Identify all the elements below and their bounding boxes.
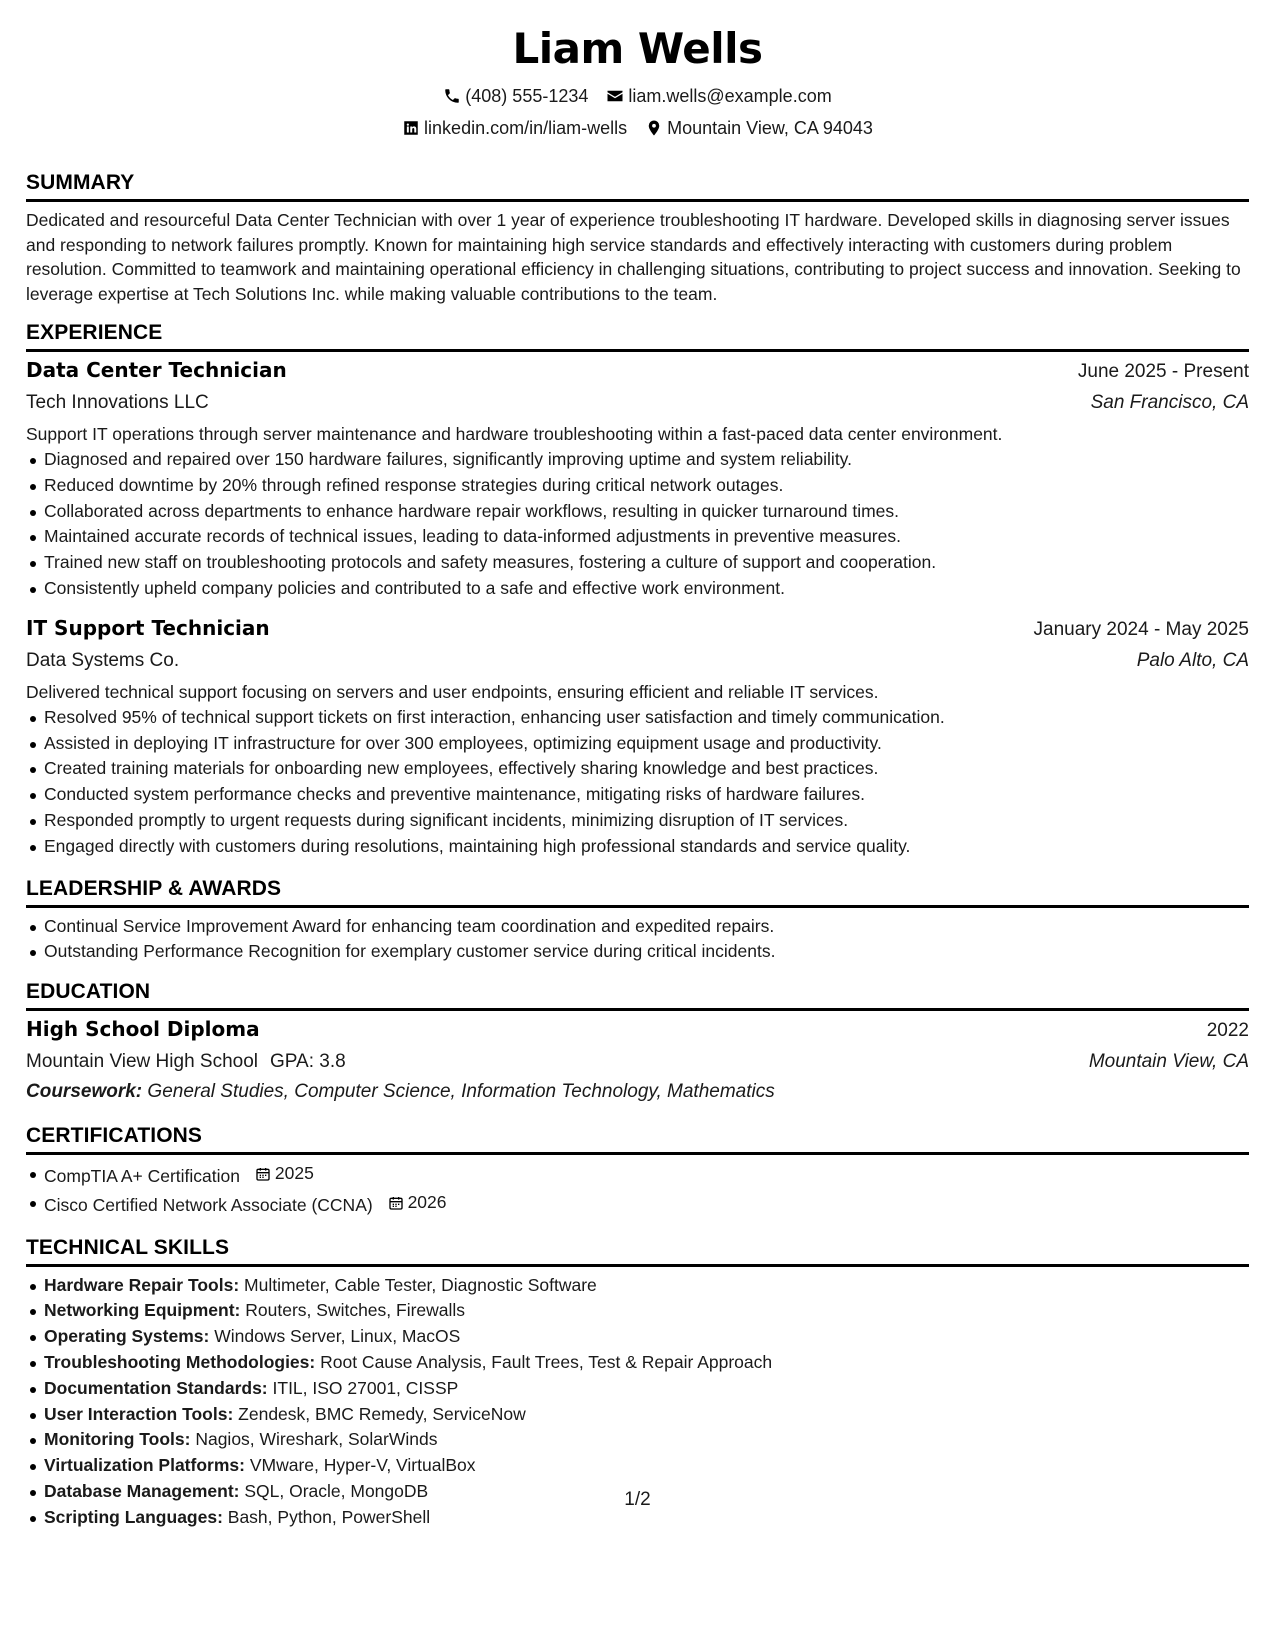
skill-value: SQL, Oracle, MongoDB [244,1480,429,1501]
list-item [26,1161,1249,1190]
skill-label: Hardware Repair Tools: [44,1274,240,1295]
location-text: Mountain View, CA 94043 [667,118,873,138]
calendar-icon [255,1166,271,1182]
list-item [26,1453,1249,1479]
section-title: EDUCATION [26,979,1249,1011]
section-title: CERTIFICATIONS [26,1123,1249,1155]
job-entry [26,354,1249,602]
list-item: Diagnosed and repaired over 150 hardware failures, significantly improving uptime and system reliability. [26,447,1249,473]
list-item: Outstanding Performance Recognition for exemplary customer service during critical incidents. [26,939,1249,965]
list-item: Maintained accurate records of technical issues, leading to data-informed adjustments in preventive measures. [26,524,1249,550]
list-item: Conducted system performance checks and preventive maintenance, mitigating risks of hardware failures. [26,782,1249,808]
location-contact [645,116,873,140]
job-entry [26,612,1249,860]
skill-label: Database Management: [44,1480,240,1501]
skill-label: Operating Systems: [44,1326,210,1347]
skill-value: Routers, Switches, Firewalls [245,1300,466,1321]
company-name: Data Systems Co. [26,649,180,671]
cert-name: Cisco Certified Network Associate (CCNA) [44,1194,373,1215]
list-item [26,1273,1249,1299]
coursework [26,1077,1249,1107]
skill-label: Monitoring Tools: [44,1429,191,1450]
list-item [26,1427,1249,1453]
school-name: Mountain View High School [26,1051,259,1073]
skill-label: User Interaction Tools: [44,1403,234,1424]
summary-text: Dedicated and resourceful Data Center Technician with over 1 year of experience troubleshooting IT hardware. Developed skills in diagnosing server issues and responding to network failures promptly. Known for maintaining high service standards and effectively interacting with customers during problem resolution. Committed to teamwork and maintaining operational efficiency in challenging situations, contributing to project success and innovation. Seeking to leverage expertise at Tech Solutions Inc. while making valuable contributions to the team. [26,210,1241,304]
phone-icon [443,87,461,105]
job-bullets [26,705,1249,860]
coursework-list: General Studies, Computer Science, Information Technology, Mathematics [147,1081,775,1103]
calendar-icon [388,1195,404,1211]
cert-year: 2025 [274,1163,314,1184]
resume-page [26,0,1249,1531]
email-contact[interactable] [606,84,831,108]
phone-contact [443,84,588,108]
list-item [26,1350,1249,1376]
certifications-section [26,1123,1249,1218]
skill-value: Zendesk, BMC Remedy, ServiceNow [238,1403,526,1424]
skill-value: Windows Server, Linux, MacOS [214,1326,461,1347]
list-item: Collaborated across departments to enhance hardware repair workflows, resulting in quicker turnaround times. [26,499,1249,525]
skills-section [26,1235,1249,1531]
list-item [26,1324,1249,1350]
summary-section [26,170,1249,306]
job-dates: June 2025 - Present [1077,361,1249,382]
contact-row-1 [26,84,1249,108]
experience-section [26,320,1249,860]
skill-label: Networking Equipment: [44,1300,241,1321]
skill-label: Virtualization Platforms: [44,1455,245,1476]
job-location: San Francisco, CA [1090,392,1249,413]
job-description: Delivered technical support focusing on servers and user endpoints, ensuring efficient and reliable IT services. [26,681,879,702]
job-bullets [26,447,1249,602]
job-title: IT Support Technician [26,615,270,640]
gpa: GPA: 3.8 [270,1051,346,1073]
section-title: LEADERSHIP & AWARDS [26,876,1249,908]
skill-label: Scripting Languages: [44,1506,223,1527]
skill-value: Multimeter, Cable Tester, Diagnostic Software [244,1274,597,1295]
map-pin-icon [645,119,663,137]
list-item [26,1298,1249,1324]
list-item [26,1402,1249,1428]
section-title: EXPERIENCE [26,320,1249,352]
skill-value: Root Cause Analysis, Fault Trees, Test & Repair Approach [320,1351,773,1372]
job-title: Data Center Technician [26,358,287,382]
cert-year: 2026 [407,1191,447,1212]
list-item: Created training materials for onboarding new employees, effectively sharing knowledge and best practices. [26,756,1249,782]
list-item: Reduced downtime by 20% through refined response strategies during critical network outages. [26,473,1249,499]
coursework-label: Coursework: [26,1081,143,1103]
linkedin-text[interactable]: linkedin.com/in/liam-wells [424,118,628,138]
list-item [26,1190,1249,1219]
list-item: Resolved 95% of technical support tickets on first interaction, enhancing user satisfaction and timely communication. [26,705,1249,731]
skill-value: ITIL, ISO 27001, CISSP [272,1377,459,1398]
skill-label: Troubleshooting Methodologies: [44,1351,316,1372]
school-location: Mountain View, CA [1088,1051,1249,1073]
section-title: SUMMARY [26,170,1249,202]
phone-text: (408) 555-1234 [465,86,589,106]
leadership-section [26,876,1249,966]
job-location: Palo Alto, CA [1136,649,1249,671]
page-number: 1/2 [624,1489,651,1510]
list-item: Responded promptly to urgent requests during significant incidents, minimizing disruption of IT services. [26,808,1249,834]
degree-title: High School Diploma [26,1017,260,1042]
job-dates: January 2024 - May 2025 [1033,618,1249,640]
education-section [26,979,1249,1107]
skill-value: Bash, Python, PowerShell [227,1506,431,1527]
skill-value: VMware, Hyper-V, VirtualBox [249,1455,476,1476]
resume-header [26,0,1249,140]
graduation-year: 2022 [1206,1020,1249,1042]
list-item: Assisted in deploying IT infrastructure for over 300 employees, optimizing equipment usage and productivity. [26,731,1249,757]
awards-list [26,914,1249,966]
job-description: Support IT operations through server maintenance and hardware troubleshooting within a fast-paced data center environment. [26,424,1003,444]
section-title: TECHNICAL SKILLS [26,1235,1249,1267]
list-item: Consistently upheld company policies and contributed to a safe and effective work environment. [26,576,1249,602]
skill-label: Documentation Standards: [44,1377,268,1398]
contact-row-2 [26,116,1249,140]
list-item: Engaged directly with customers during resolutions, maintaining high professional standards and service quality. [26,834,1249,860]
list-item: Trained new staff on troubleshooting protocols and safety measures, fostering a culture of support and cooperation. [26,550,1249,576]
email-text[interactable]: liam.wells@example.com [628,86,832,106]
envelope-icon [606,87,624,105]
linkedin-contact[interactable] [402,116,627,140]
certifications-list [26,1161,1249,1218]
list-item: Continual Service Improvement Award for enhancing team coordination and expedited repairs. [26,914,1249,940]
company-name: Tech Innovations LLC [26,392,209,413]
linkedin-icon [402,119,420,137]
candidate-name: Liam Wells [512,24,763,73]
skill-value: Nagios, Wireshark, SolarWinds [195,1429,438,1450]
list-item [26,1376,1249,1402]
cert-name: CompTIA A+ Certification [44,1166,240,1187]
